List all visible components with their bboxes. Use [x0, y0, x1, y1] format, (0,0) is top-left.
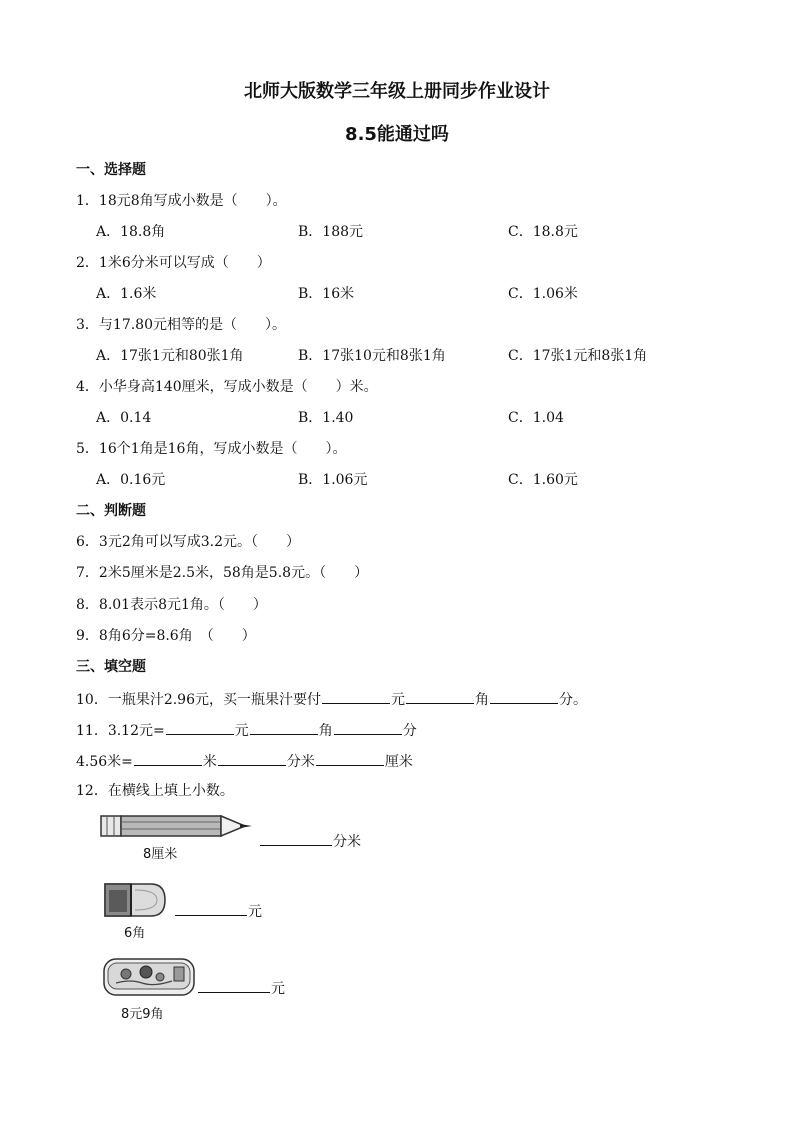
- question-4: 4．小华身高140厘米，写成小数是（ ）米。: [76, 379, 378, 395]
- question-4-option-c[interactable]: C．1.04: [508, 410, 564, 426]
- question-8: 8．8.01表示8元1角。（ ）: [76, 597, 267, 613]
- question-11: [76, 719, 417, 741]
- unit-label: 分米: [333, 834, 361, 850]
- question-1-option-a[interactable]: A．18.8角: [96, 224, 166, 240]
- pencil-case-answer-line: [197, 977, 285, 999]
- unit-label: 元: [391, 692, 405, 708]
- unit-label: 分: [402, 723, 417, 739]
- question-5-option-a[interactable]: A．0.16元: [96, 472, 166, 488]
- section-fill-heading: 三、填空题: [76, 659, 146, 675]
- answer-blank[interactable]: [490, 688, 558, 704]
- question-3-option-c[interactable]: C．17张1元和8张1角: [508, 348, 648, 364]
- question-6: 6．3元2角可以写成3.2元。（ ）: [76, 534, 300, 550]
- unit-label: 角: [318, 723, 333, 739]
- question-3: 3．与17.80元相等的是（ ）。: [76, 317, 286, 333]
- unit-label: 元: [271, 981, 285, 997]
- pencil-case-price-caption: 8元9角: [121, 1007, 164, 1022]
- question-2: 2．1米6分米可以写成（ ）: [76, 255, 271, 271]
- unit-label: 米: [202, 754, 217, 770]
- worksheet-title: 北师大版数学三年级上册同步作业设计: [244, 81, 550, 102]
- pencil-answer-line: [259, 830, 361, 852]
- answer-blank[interactable]: [218, 750, 286, 766]
- question-10-text: 10．一瓶果汁2.96元，买一瓶果汁要付: [76, 692, 321, 708]
- answer-blank[interactable]: [260, 830, 332, 846]
- answer-blank[interactable]: [134, 750, 202, 766]
- unit-label: 元: [248, 904, 262, 920]
- eraser-answer-line: [174, 900, 262, 922]
- answer-blank[interactable]: [198, 977, 270, 993]
- question-1-option-b[interactable]: B．188元: [298, 224, 364, 240]
- question-12: 12．在横线上填上小数。: [76, 783, 234, 799]
- question-5: 5．16个1角是16角，写成小数是（ ）。: [76, 441, 347, 457]
- question-11b-text: 4.56米=: [76, 754, 133, 770]
- answer-blank[interactable]: [334, 719, 402, 735]
- unit-label: 元: [234, 723, 249, 739]
- pencil-case-icon: [102, 955, 196, 999]
- answer-blank[interactable]: [175, 900, 247, 916]
- question-2-option-b[interactable]: B．16米: [298, 286, 355, 302]
- question-2-option-c[interactable]: C．1.06米: [508, 286, 578, 302]
- question-1: 1．18元8角写成小数是（ ）。: [76, 193, 287, 209]
- question-9: 9．8角6分=8.6角 （ ）: [76, 628, 256, 644]
- question-10: [76, 688, 587, 710]
- question-1-option-c[interactable]: C．18.8元: [508, 224, 578, 240]
- lesson-title: 8.5能通过吗: [345, 124, 449, 145]
- question-5-option-c[interactable]: C．1.60元: [508, 472, 578, 488]
- unit-label: 分米: [286, 754, 315, 770]
- question-3-option-a[interactable]: A．17张1元和80张1角: [96, 348, 244, 364]
- question-2-option-a[interactable]: A．1.6米: [96, 286, 157, 302]
- answer-blank[interactable]: [406, 688, 474, 704]
- question-4-option-a[interactable]: A．0.14: [96, 410, 152, 426]
- unit-label: 角: [475, 692, 489, 708]
- answer-blank[interactable]: [166, 719, 234, 735]
- question-3-option-b[interactable]: B．17张10元和8张1角: [298, 348, 446, 364]
- answer-blank[interactable]: [250, 719, 318, 735]
- answer-blank[interactable]: [316, 750, 384, 766]
- section-choice-heading: 一、选择题: [76, 162, 146, 178]
- pencil-length-caption: 8厘米: [143, 847, 178, 862]
- question-11-part-b: [76, 750, 413, 772]
- answer-blank[interactable]: [322, 688, 390, 704]
- question-7: 7．2米5厘米是2.5米，58角是5.8元。（ ）: [76, 565, 369, 581]
- question-11-text: 11．3.12元=: [76, 723, 165, 739]
- eraser-price-caption: 6角: [124, 926, 146, 941]
- unit-label: 分。: [559, 692, 587, 708]
- question-5-option-b[interactable]: B．1.06元: [298, 472, 368, 488]
- eraser-icon: [101, 880, 169, 920]
- section-judge-heading: 二、判断题: [76, 503, 146, 519]
- question-4-option-b[interactable]: B．1.40: [298, 410, 354, 426]
- pencil-icon: [100, 812, 256, 840]
- unit-label: 厘米: [384, 754, 413, 770]
